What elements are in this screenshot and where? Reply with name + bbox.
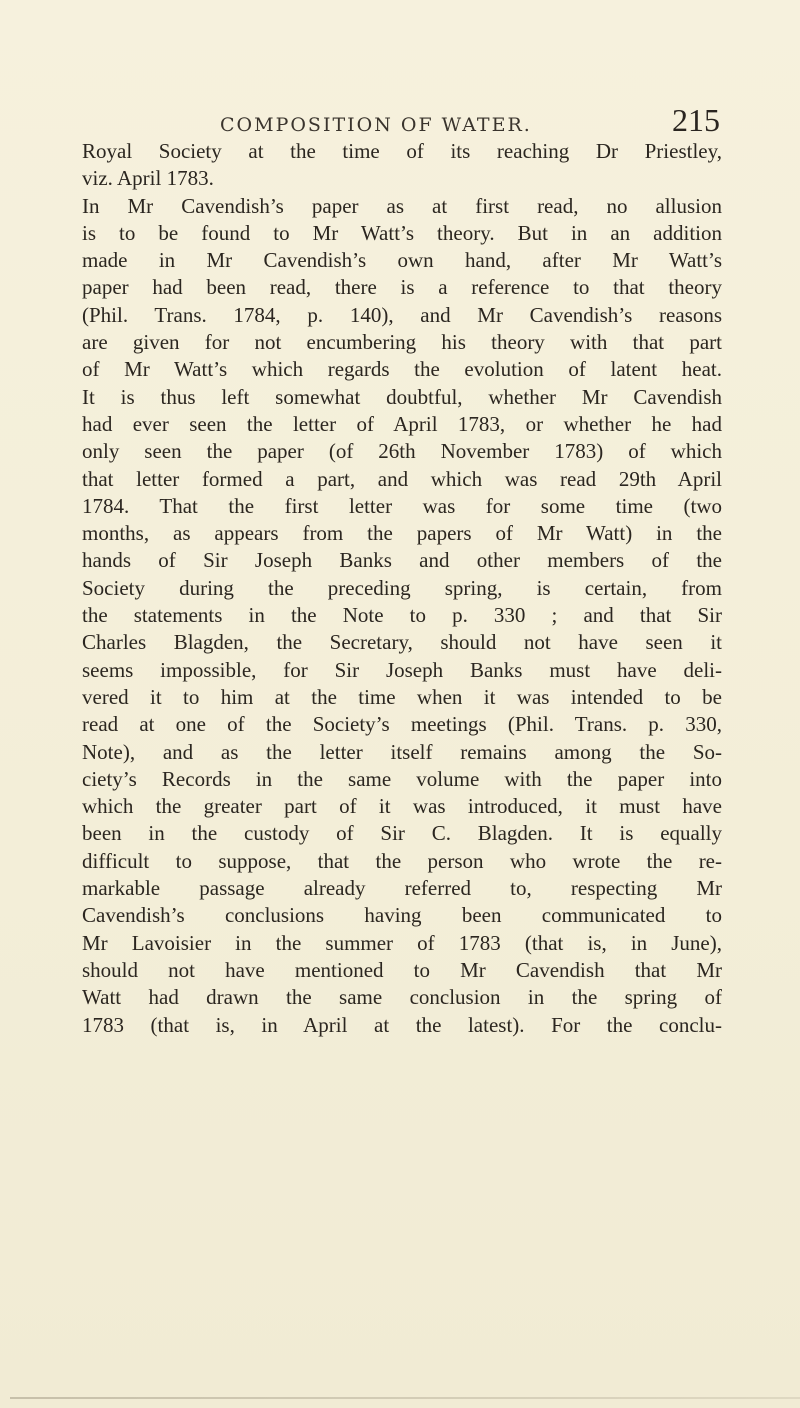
text-line: It is thus left somewhat doubtful, whether Mr Cavendish (82, 384, 722, 409)
text-line: Royal Society at the time of its reaching Dr Priestley, (82, 139, 722, 163)
body-text (82, 138, 722, 1039)
text-line: only seen the paper (of 26th November 1783) of which (82, 439, 722, 464)
page-edge-shadow (10, 1397, 800, 1399)
text-line: Watt had drawn the same conclusion in the spring of (82, 985, 722, 1010)
text-line: Charles Blagden, the Secretary, should not have seen it (82, 630, 722, 655)
text-line: is to be found to Mr Watt’s theory. But in an addition (82, 220, 722, 245)
page-header (220, 100, 720, 140)
text-line: that letter formed a part, and which was read 29th April (82, 466, 722, 491)
text-line: had ever seen the letter of April 1783, or whether he had (82, 411, 722, 436)
text-line: vered it to him at the time when it was intended to be (82, 684, 722, 709)
text-line: (Phil. Trans. 1784, p. 140), and Mr Cavendish’s reasons (82, 302, 722, 327)
text-line: 1783 (that is, in April at the latest). For the conclu- (82, 1012, 722, 1037)
running-title: COMPOSITION OF WATER. (220, 114, 532, 136)
text-line: viz. April 1783. (82, 166, 214, 191)
text-line: difficult to suppose, that the person who wrote the re- (82, 848, 722, 873)
text-line: paper had been read, there is a reference to that theory (82, 275, 722, 300)
text-line: ciety’s Records in the same volume with the paper into (82, 766, 722, 791)
text-line: seems impossible, for Sir Joseph Banks must have deli- (82, 657, 722, 682)
text-line: made in Mr Cavendish’s own hand, after Mr Watt’s (82, 248, 722, 273)
text-line: months, as appears from the papers of Mr Watt) in the (82, 521, 722, 546)
text-line: In Mr Cavendish’s paper as at first read, no allusion (82, 193, 722, 218)
text-line: are given for not encumbering his theory with that part (82, 330, 722, 355)
page-number: 215 (672, 102, 720, 138)
text-line: the statements in the Note to p. 330 ; and that Sir (82, 603, 722, 628)
text-line: of Mr Watt’s which regards the evolution of latent heat. (82, 357, 722, 382)
text-line: markable passage already referred to, respecting Mr (82, 876, 722, 901)
text-line: been in the custody of Sir C. Blagden. It is equally (82, 821, 722, 846)
text-line: hands of Sir Joseph Banks and other members of the (82, 548, 722, 573)
text-line: read at one of the Society’s meetings (Phil. Trans. p. 330, (82, 712, 722, 737)
text-line: Cavendish’s conclusions having been communicated to (82, 903, 722, 928)
text-line: 1784. That the first letter was for some time (two (82, 493, 722, 518)
text-line: which the greater part of it was introduced, it must have (82, 794, 722, 819)
text-line: Mr Lavoisier in the summer of 1783 (that is, in June), (82, 930, 722, 955)
text-line: should not have mentioned to Mr Cavendish that Mr (82, 957, 722, 982)
text-line: Note), and as the letter itself remains among the So- (82, 739, 722, 764)
text-line: Society during the preceding spring, is certain, from (82, 575, 722, 600)
